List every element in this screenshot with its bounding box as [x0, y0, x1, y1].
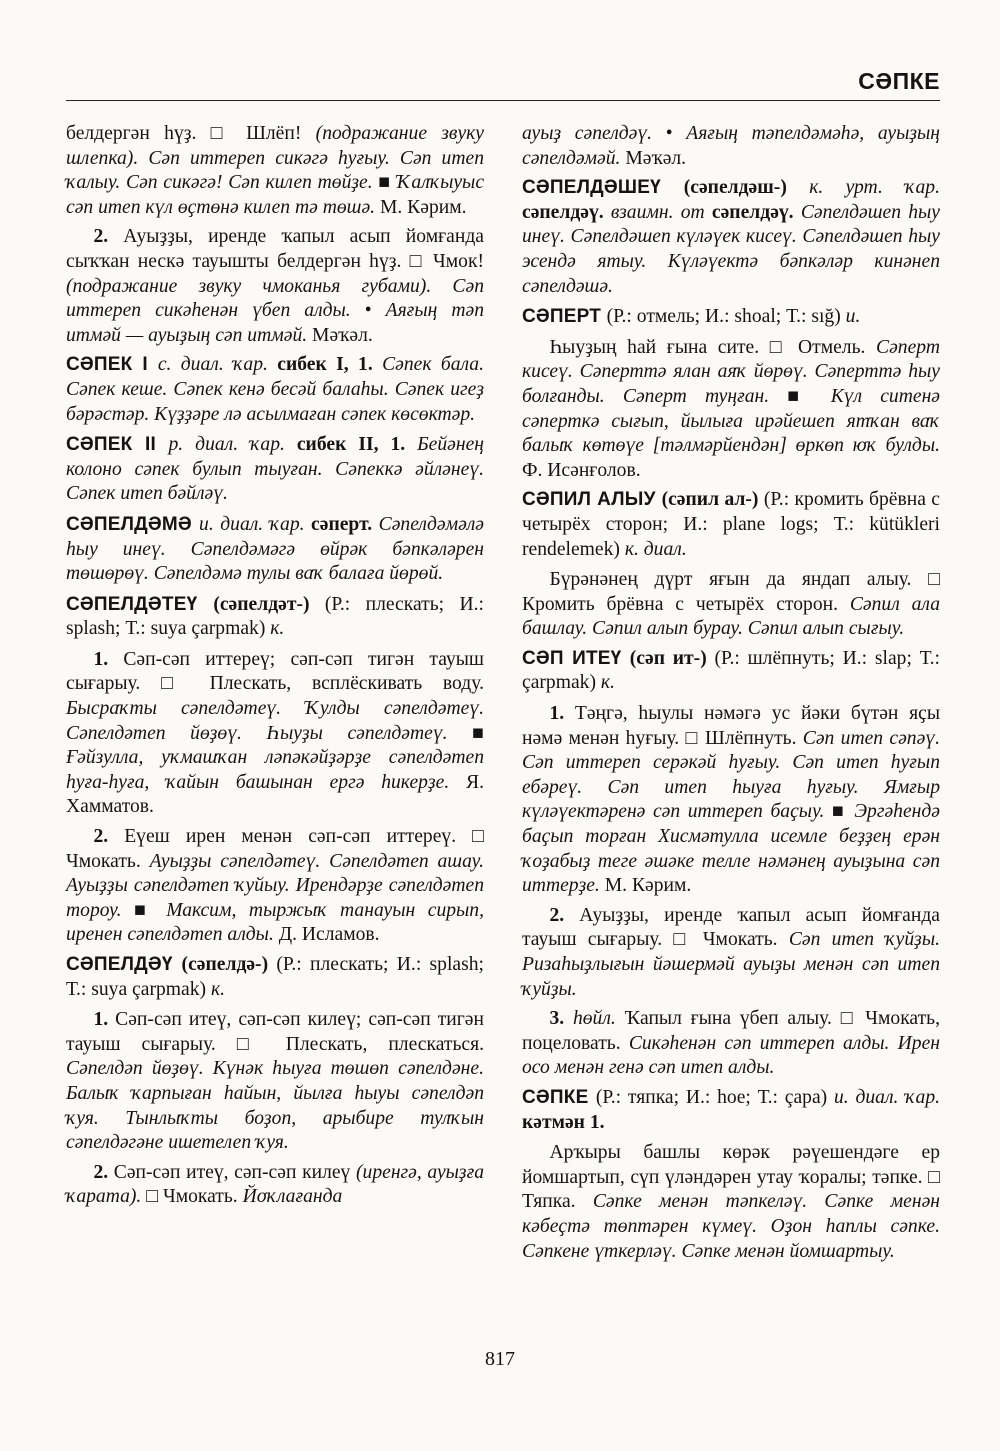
dictionary-entry: [522, 488, 940, 562]
text-run: ■: [832, 801, 855, 823]
text-run: к. урт. ҡар.: [809, 177, 940, 199]
dictionary-entry: [522, 176, 940, 299]
headword: СӘПИЛ АЛЫУ: [522, 489, 662, 511]
text-run: Сәп-сәп итеү, сәп-сәп килеү: [113, 1161, 356, 1183]
entry-definition: [522, 904, 940, 1002]
text-run: Арҡыры башлы көрәк рәүешендәге ер йомшартып, сүп үләндәрен утау ҡоралы; тәпке. □ Тяпка.: [522, 1142, 940, 1213]
entry-definition: [66, 825, 484, 948]
entry-definition: [522, 336, 940, 484]
text-run: Сәпек бала. Сәпек кеше. Сәпек кенә бесәй балаһы. Сәпек игеҙ бәрәстәр. Күҙҙәре лә асылмаған сәпек көсөктәр.: [66, 354, 484, 425]
text-run: ауыҙ сәпелдәү.: [522, 123, 666, 144]
headword: СӘПЕК I: [66, 354, 158, 376]
entry-definition: [66, 648, 484, 820]
text-run: Бысраҡты сәпелдәтеү. Ҡулды сәпелдәтеү. Сәпелдәтеп йөҙөү. Һыуҙы сәпелдәтеү.: [66, 698, 484, 744]
text-run: (подражание звуку чмоканья губами). Сәп иттереп сикәһенән үбеп алды.: [66, 275, 484, 322]
text-run: Еүеш ирен менән сәп-сәп иттереү. □ Чмокать.: [66, 826, 485, 872]
text-run: Ауыҙҙы, иренде ҡапыл асып йомғанда тауыш сығарыу. □ Чмокать.: [522, 904, 940, 951]
headword: СӘПЕЛДӘШЕҮ: [522, 177, 684, 199]
text-run: Мәҡәл.: [312, 324, 373, 346]
page-header: [66, 60, 940, 101]
text-run: ■: [378, 172, 397, 194]
headword: СӘПЕЛДӘМӘ: [66, 513, 200, 535]
dictionary-entry: [66, 593, 484, 642]
text-run: и. диал. ҡар.: [199, 513, 312, 535]
text-run: Сәп итеп ҡуйҙы. Ризаһыҙлығын йәшермәй ауыҙы менән сәп итеп ҡуйҙы.: [522, 929, 940, 1000]
text-run: 1.: [93, 648, 124, 670]
text-run: к.: [270, 618, 285, 640]
text-run: ■: [134, 899, 167, 921]
text-run: Ҡалҡыуыс сәп итеп күл өҫтөнә килеп тә төшә.: [66, 172, 485, 218]
entry-definition: [522, 122, 940, 171]
text-run: к. диал.: [624, 538, 687, 560]
text-run: Сәпил ала башлау. Сәпил алып бурау. Сәпил алып сығыу.: [522, 593, 940, 640]
text-run: Сәпелдәшеп һыу инеү. Сәпелдәшеп күләүек кисеү. Сәпелдәшеп һыу эсендә ятыу. Күләүектә бәпкәләр кинәнеп сәпелдәшә.: [522, 201, 941, 297]
text-run: 3.: [549, 1008, 573, 1030]
text-run: □ Чмокать.: [146, 1186, 243, 1208]
text-run: •: [364, 300, 386, 322]
text-run: (подражание звуку шлепка). Сәп иттереп сикәгә һуғыу. Сәп итеп ҡалыу. Сәп сикәгә! Сәп килеп төйҙе.: [66, 123, 484, 194]
text-run: 1.: [93, 1009, 116, 1031]
text-run: 2.: [93, 226, 124, 248]
headword: СӘП ИТЕҮ: [522, 647, 630, 669]
dictionary-entry: [66, 433, 484, 507]
text-run: Сикәһенән сәп иттереп алды. Ирен осо менән генә сәп итеп алды.: [522, 1032, 940, 1079]
text-run: Ҡапыл ғына үбеп алыу. □ Чмокать, поцеловать.: [522, 1008, 941, 1054]
text-run: (Р.: плескать; И.: splash; Т.: suya çarpmak): [66, 954, 484, 1000]
text-run: (сәпелдәт-): [213, 593, 325, 615]
entry-definition: [522, 1141, 940, 1264]
running-head: СӘПКЕ: [858, 68, 940, 94]
text-run: сәперт.: [311, 513, 379, 535]
text-run: Бүрәнәнең дүрт яғын да яндап алыу. □ Кромить брёвна с четырёх сторон.: [522, 569, 940, 615]
text-run: (сәп ит-): [629, 647, 715, 669]
headword: СӘПКЕ: [522, 1086, 596, 1108]
text-run: Максим, тыржыҡ танауын сирып, иренен сәпелдәтеп алды.: [66, 899, 485, 946]
headword: СӘПЕРТ: [522, 306, 607, 328]
text-run: сибек I, 1.: [277, 354, 383, 376]
text-run: сәпелдәү.: [711, 201, 801, 223]
text-run: Сәп-сәп иттереү; сәп-сәп тигән тауыш сығарыу. □ Плескать, всплёскивать воду.: [66, 648, 484, 695]
text-run: 1.: [549, 703, 575, 725]
text-run: Эргәһендә баҫып торған Хисмәтулла исемле беҙҙең ерән ҡоҙабыҙ теге әшәке телле нәмәнең ауыҙына сәп иттерҙе.: [522, 801, 940, 897]
text-run: (сәпелдәш-): [683, 177, 810, 199]
text-run: белдергән һүҙ. □ Шлёп!: [66, 123, 316, 144]
entry-definition: [66, 122, 484, 220]
text-run: •: [665, 123, 687, 144]
text-run: сәпелдәү.: [522, 201, 611, 223]
dictionary-entry: [522, 647, 940, 696]
entry-definition: [66, 225, 484, 348]
text-run: ■: [472, 722, 484, 744]
text-run: (Р.: шлёпнуть; И.: slap; Т.: çarpmak): [522, 647, 941, 694]
text-run: Д. Исламов.: [278, 924, 380, 946]
text-run: и. диал. ҡар.: [833, 1086, 941, 1108]
text-run: Ф. Исәнғолов.: [522, 459, 641, 481]
text-run: (сәпелдә-): [181, 954, 277, 975]
text-run: Йоҡлағанда: [242, 1186, 343, 1208]
text-run: 2.: [549, 904, 580, 926]
text-run: к.: [600, 672, 615, 694]
text-run: Ауыҙҙы сәпелдәтеү. Сәпелдәтеп ашау. Ауыҙҙы сәпелдәтеп ҡуйыу. Ирендәрҙе сәпелдәтеп тороу.: [66, 850, 484, 921]
dictionary-entry: [522, 305, 940, 330]
headword: СӘПЕЛДӘТЕҮ: [66, 593, 214, 615]
text-run: һөйл.: [572, 1008, 625, 1030]
text-run: сибек II, 1.: [296, 434, 418, 456]
text-run: М. Кәрим.: [604, 875, 692, 897]
text-run: Аяғың тәп итмәй — ауыҙың сәп итмәй.: [66, 300, 484, 346]
text-run: Сәперт кисеү. Сәперттә ялан аяҡ йөрөү. Сәперттә һыу болғанды. Сәперт туңған.: [522, 336, 940, 407]
text-run: Тәңгә, һыулы нәмәгә ус йәки бүтән яҫы нәмә менән һуғыу. □ Шлёпнуть.: [522, 703, 941, 749]
text-run: Я. Хамматов.: [66, 771, 484, 818]
entry-definition: [66, 1161, 484, 1210]
text-run: (Р.: кромить брёвна с четырёх сторон; И.: plane logs; Т.: kütükleri rendelemek): [522, 489, 940, 560]
text-run: Сәпке менән тәпкеләү. Сәпке менән кәбеҫтә төптәрен күмеү. Оҙон һаплы сәпке. Сәпкене үткерләү. Сәпке менән йомшартыу.: [522, 1191, 940, 1262]
text-run: Ғәйзулла, уҡмашҡан ләпәкәйҙәрҙе сәпелдәтеп һуға-һуға, ҡайын башынан ергә һикерҙе.: [66, 747, 484, 793]
headword: СӘПЕК II: [66, 434, 169, 456]
right-column: [522, 122, 940, 1269]
entry-definition: [66, 1008, 484, 1156]
left-column: [66, 122, 484, 1215]
entry-definition: [522, 1007, 940, 1081]
text-run: Сәпелдәмәлә һыу инеү. Сәпелдәмәгә өйрәк бәпкәләрен төшөрөү. Сәпелдәмә тулы ваҡ балаға йөрөй.: [66, 513, 485, 585]
text-run: Бейәнең колоно сәпек булып тыуған. Сәпеккә әйләнеү. Сәпек итеп бәйләү.: [66, 434, 484, 505]
text-run: Сәп-сәп итеү, сәп-сәп килеү; сәп-сәп тигән тауыш сығарыу. □ Плескать, плескаться.: [66, 1009, 484, 1055]
text-run: (Р.: плескать; И.: splash; Т.: suya çarpmak): [66, 593, 484, 640]
text-run: Ауыҙҙы, иренде ҡапыл асып йомғанда сыҡҡан нескә тауышты белдергән һүҙ. □ Чмок!: [66, 226, 484, 272]
text-run: кәтмән 1.: [522, 1111, 605, 1133]
dictionary-entry: [66, 353, 484, 427]
text-run: (Р.: отмель; И.: shoal; Т.: sığ): [606, 306, 846, 328]
text-run: к.: [210, 978, 226, 1000]
text-run: (Р.: тяпка; И.: hoe; Т.: çapa): [595, 1086, 834, 1108]
text-run: ■: [787, 385, 831, 407]
text-run: Сәпелдәп йөҙөү. Күнәк һыуға төшөп сәпелдәне. Балыҡ ҡарпыған һайын, йылға һыуы сәпелдәп ҡуя. Тынлыҡты боҙоп, арыбире тулҡын сәпелдәгәне ишетелеп ҡуя.: [66, 1058, 484, 1154]
dictionary-entry: [522, 1086, 940, 1135]
dictionary-entry: [66, 953, 484, 1002]
text-run: Сәп итеп сәпәү. Сәп иттереп серәкәй һуғыу. Сәп итеп һуғып ебәреү. Сәп итеп һыуға һуғыу. Ямғыр күләүектәренә сәп иттереп баҫыу.: [522, 727, 940, 823]
dictionary-entry: [66, 513, 484, 587]
text-run: с. диал. ҡар.: [157, 354, 278, 376]
text-run: 2.: [93, 826, 125, 848]
text-run: р. диал. ҡар.: [168, 434, 297, 456]
text-run: М. Кәрим.: [379, 196, 467, 218]
text-run: (иренгә, ауыҙға ҡарата).: [66, 1161, 485, 1208]
headword: СӘПЕЛДӘҮ: [66, 954, 182, 975]
entry-definition: [522, 568, 940, 642]
text-run: Аяғың тәпелдәмәһә, ауыҙың сәпелдәмәй.: [522, 123, 940, 169]
page-number: 817: [485, 1348, 515, 1370]
entry-definition: [522, 702, 940, 899]
text-run: (сәпил ал-): [661, 489, 764, 511]
text-run: Мәҡәл.: [625, 147, 687, 169]
text-run: Һыуҙың һай ғына сите. □ Отмель.: [549, 336, 877, 358]
text-run: и.: [845, 306, 861, 328]
text-run: взаимн. от: [610, 201, 712, 223]
text-run: 2.: [93, 1161, 114, 1183]
text-run: Күл ситенә сәперткә сығып, йылыға ирәйешеп ятҡан ваҡ балыҡ көтөүе [тәлмәрйендән] өркөп юҡ булды.: [522, 385, 940, 457]
